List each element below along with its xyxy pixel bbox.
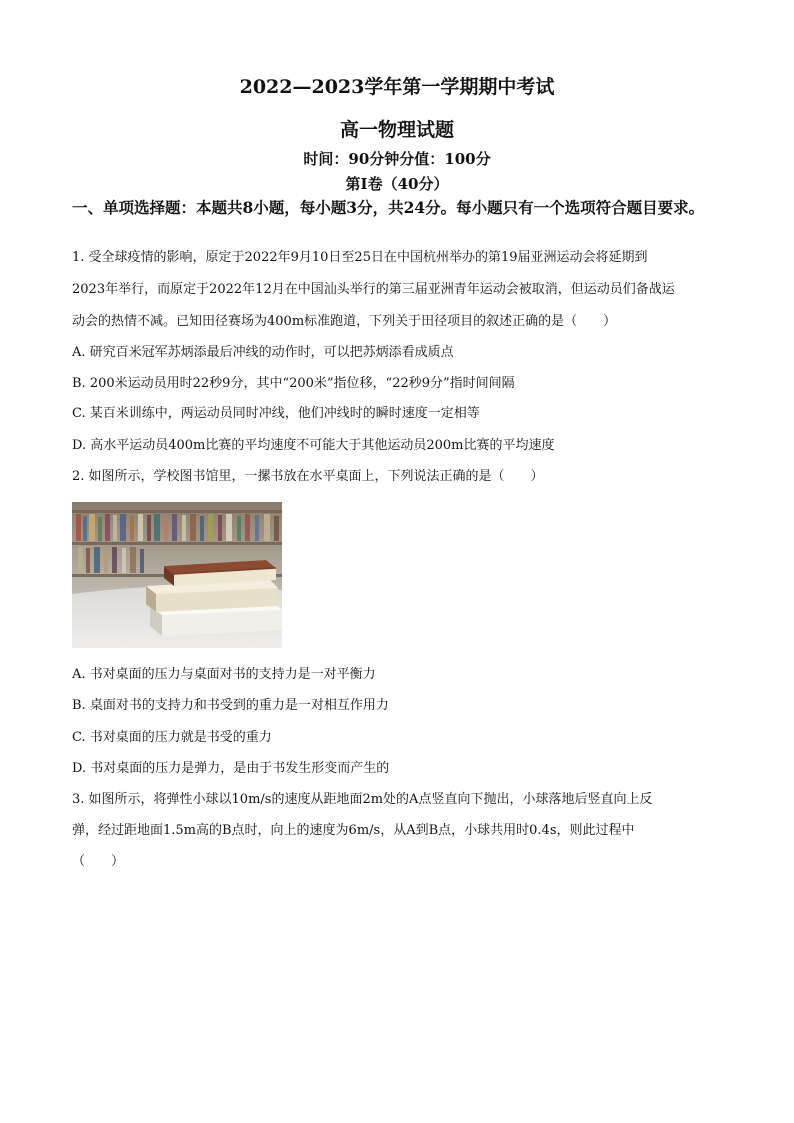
q1-option-c: C. 某百米训练中，两运动员同时冲线，他们冲线时的瞬时速度一定相等 xyxy=(72,406,480,421)
q3-stem-line3: （ ） xyxy=(72,854,125,869)
q1-stem-line3: 动会的热情不减。已知田径赛场为400m标准跑道，下列关于田径项目的叙述正确的是（ ） xyxy=(72,314,617,329)
q2-stem: 2. 如图所示，学校图书馆里，一摞书放在水平桌面上，下列说法正确的是（ ） xyxy=(72,469,544,484)
q1-stem-line1: 1. 受全球疫情的影响，原定于2022年9月10日至25日在中国杭州举办的第19届亚洲运动会将延期到 xyxy=(72,250,648,265)
q1-option-a: A. 研究百米冠军苏炳添最后冲线的动作时，可以把苏炳添看成质点 xyxy=(72,345,454,360)
section-heading: 一、单项选择题：本题共8小题，每小题3分，共24分。每小题只有一个选项符合题目要求。 xyxy=(72,198,705,217)
q2-option-c: C. 书对桌面的压力就是书受的重力 xyxy=(72,730,272,745)
q2-option-d: D. 书对桌面的压力是弹力，是由于书发生形变而产生的 xyxy=(72,761,390,776)
q2-option-a: A. 书对桌面的压力与桌面对书的支持力是一对平衡力 xyxy=(72,667,376,682)
books-photo xyxy=(72,502,282,648)
exam-subtitle: 高一物理试题 xyxy=(339,119,454,141)
q3-stem-line2: 弹，经过距地面1.5m高的B点时，向上的速度为6m/s，从A到B点，小球共用时0.4s，则此过程中 xyxy=(72,823,635,838)
volume-heading: 第Ⅰ卷（40分） xyxy=(345,175,449,193)
q2-option-b: B. 桌面对书的支持力和书受到的重力是一对相互作用力 xyxy=(72,698,389,713)
exam-title: 2022—2023学年第一学期期中考试 xyxy=(239,76,555,98)
exam-info: 时间：90分钟分值：100分 xyxy=(303,150,491,168)
q1-option-d: D. 高水平运动员400m比赛的平均速度不可能大于其他运动员200m比赛的平均速度 xyxy=(72,438,555,453)
q1-option-b: B. 200米运动员用时22秒9分，其中“200米”指位移，“22秒9分”指时间间隔 xyxy=(72,376,515,391)
q1-stem-line2: 2023年举行，而原定于2022年12月在中国汕头举行的第三届亚洲青年运动会被取消，但运动员们备战运 xyxy=(72,282,675,297)
q3-stem-line1: 3. 如图所示，将弹性小球以10m/s的速度从距地面2m处的A点竖直向下抛出，小球落地后竖直向上反 xyxy=(72,792,653,807)
